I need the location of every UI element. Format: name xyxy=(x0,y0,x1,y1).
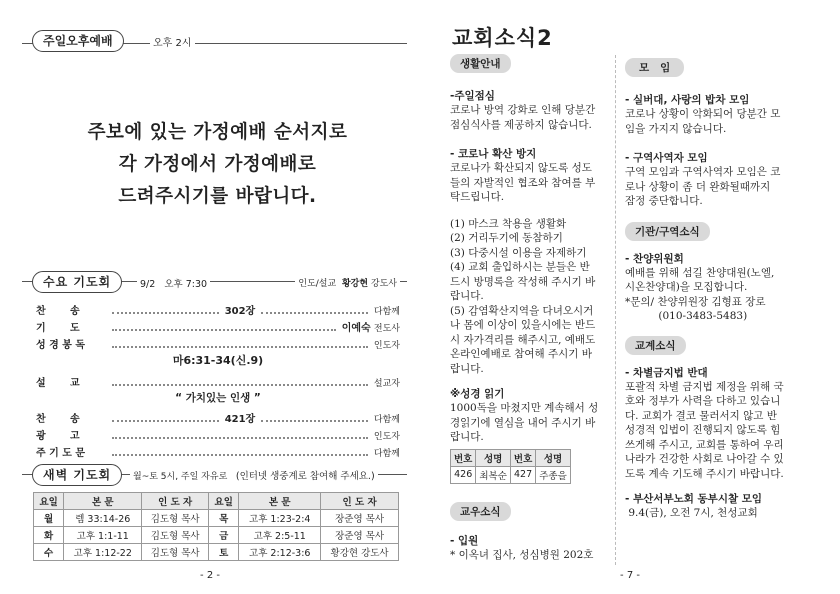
dawn-schedule xyxy=(130,468,378,482)
section-body: 코로나 상황이 악화되어 당분간 모 임을 가지지 않습니다. xyxy=(625,108,781,135)
order-role: 인도자 xyxy=(373,341,400,351)
table-cell: 김도형 목사 xyxy=(142,527,209,544)
order-row xyxy=(36,408,400,425)
order-row xyxy=(36,300,400,317)
table-row xyxy=(34,527,399,544)
column-divider xyxy=(615,55,616,565)
sermon-title: “ 가치있는 인생 ” xyxy=(175,392,261,404)
meeting-column xyxy=(625,56,810,521)
order-label: 찬 송 xyxy=(36,306,80,317)
home-worship-notice xyxy=(40,117,395,213)
order-value: 421장 xyxy=(224,414,256,425)
section-body: 코로나가 확산되지 않도록 성도 들의 자발적인 협조와 참여를 부 탁드립니다. xyxy=(450,162,596,203)
table-cell: 장준영 목사 xyxy=(321,527,399,544)
table-cell: 토 xyxy=(209,544,239,561)
wed-leader xyxy=(295,276,400,289)
notice-line: 주보에 있는 가정예배 순서지로 xyxy=(87,122,348,143)
page-number-left: - 2 - xyxy=(200,570,220,581)
member-news-tag: 교우소식 xyxy=(450,502,511,521)
table-header: 요일 xyxy=(209,493,239,510)
afternoon-service-time: 오후 2시 xyxy=(150,34,195,49)
bible-reading-heading: ※성경 읽기 xyxy=(450,388,505,400)
page-number-right: - 7 - xyxy=(620,570,640,581)
section-heading: - 구역사역자 모임 xyxy=(625,152,708,164)
table-header: 요일 xyxy=(34,493,64,510)
afternoon-service-title: 주일오후예배 xyxy=(32,30,124,52)
order-label: 찬 송 xyxy=(36,414,80,425)
wed-time: 오후 7:30 xyxy=(164,279,208,290)
dawn-note: (인터넷 생중계로 참여해 주세요.) xyxy=(235,471,375,482)
table-cell: 고후 1:12-22 xyxy=(64,544,142,561)
order-row xyxy=(36,442,400,459)
wed-datetime xyxy=(137,276,210,290)
table-header: 성명 xyxy=(476,449,511,466)
notice-line: 드려주시기를 바랍니다. xyxy=(118,186,317,207)
dot-leader xyxy=(112,384,368,386)
section-body: * 이옥녀 집사, 성심병원 202호 xyxy=(450,548,594,561)
prevention-list: (1) 마스크 착용을 생활화 (2) 거리두기에 동참하기 (3) 다중시설 이용을 자제하기 (4) 교회 출입하시는 분들은 반 드시 방명록을 작성해 주시기 바 랍니다. (5) 감염확산지역을 다녀오시거 나 몸에 이상이 있을시에는 반드 시 자가격리를 해주시고, 예배도 온라인예배로 참여해 주시기 바 랍니다. xyxy=(450,217,596,375)
table-row xyxy=(34,510,399,527)
table-header: 본 문 xyxy=(64,493,142,510)
table-cell: 고후 2:5-11 xyxy=(239,527,321,544)
dawn-schedule-table xyxy=(33,492,399,561)
dot-leader xyxy=(112,420,219,422)
dot-leader xyxy=(261,312,368,314)
order-role: 인도자 xyxy=(373,432,400,442)
table-cell: 고후 1:23-2:4 xyxy=(239,510,321,527)
section-heading: -주일점심 xyxy=(450,90,495,102)
order-label: 광 고 xyxy=(36,431,80,442)
table-header: 성명 xyxy=(536,449,571,466)
institution-tag: 기관/구역소식 xyxy=(625,222,710,241)
table-row xyxy=(451,466,571,483)
bible-reading-body: 1000독을 마쳤지만 계속해서 성 경읽기에 열심을 내어 주시기 바 랍니다. xyxy=(450,402,599,443)
table-header: 번호 xyxy=(510,449,535,466)
table-header-row xyxy=(34,493,399,510)
table-cell: 목 xyxy=(209,510,239,527)
table-header-row xyxy=(451,449,571,466)
dot-leader xyxy=(112,329,336,331)
table-cell: 주종을 xyxy=(536,466,571,483)
section-heading: - 코로나 확산 방지 xyxy=(450,148,537,160)
order-role: 다함께 xyxy=(373,415,401,425)
order-label: 주 기 도 문 xyxy=(36,448,86,459)
section-body: 포괄적 차별 금지법 제정을 위해 국 호와 정부가 사력을 다하고 있습니 다. 교회가 결코 물러서지 않고 반 성경적 입법이 진행되지 않도록 힘 쓰게해 주시고, 교회를 통하여 우리 나라가 건강한 사회로 나아갈 수 있 도록 계속 기도해 주시기 바랍니다. xyxy=(625,380,784,480)
dot-leader xyxy=(261,420,368,422)
section-heading: - 부산서부노회 동부시찰 모임 xyxy=(625,493,763,505)
wed-order xyxy=(36,300,400,459)
section-heading: - 찬양위원회 xyxy=(625,252,684,265)
table-cell: 426 xyxy=(451,466,476,483)
table-header: 번호 xyxy=(451,449,476,466)
section-heading: - 실버대, 사랑의 밥차 모임 xyxy=(625,94,750,106)
section-heading: - 입원 xyxy=(450,534,479,547)
order-row xyxy=(36,334,400,351)
dot-leader xyxy=(112,454,368,456)
dawn-schedule-text: 월~토 5시, 주일 자유로 xyxy=(133,472,228,482)
table-cell: 고후 1:1-11 xyxy=(64,527,142,544)
order-value: 302장 xyxy=(224,306,256,317)
order-role: 다함께 xyxy=(373,307,401,317)
table-cell: 월 xyxy=(34,510,64,527)
order-value: 이예숙 xyxy=(341,323,371,334)
table-header: 본 문 xyxy=(239,493,321,510)
order-row xyxy=(36,425,400,442)
section-body: 9.4(금), 오전 7시, 천성교회 xyxy=(625,507,758,519)
life-guide-tag: 생활안내 xyxy=(450,54,511,73)
scripture-reference: 마6:31-34(신.9) xyxy=(172,354,264,367)
table-cell: 장준영 목사 xyxy=(321,510,399,527)
wed-prayer-title: 수요 기도회 xyxy=(32,271,122,293)
order-label: 성 경 봉 독 xyxy=(36,340,86,351)
table-cell: 최복순 xyxy=(476,466,511,483)
table-cell: 황강현 강도사 xyxy=(321,544,399,561)
bible-reading-table xyxy=(450,449,571,484)
order-role: 전도사 xyxy=(373,324,400,334)
table-cell: 김도형 목사 xyxy=(142,544,209,561)
notice-line: 각 가정에서 가정예배로 xyxy=(118,154,317,175)
order-role: 다함께 xyxy=(373,449,400,459)
table-header: 인 도 자 xyxy=(142,493,209,510)
dawn-prayer-title: 새벽 기도회 xyxy=(32,464,122,486)
section-body: 코로나 방역 강화로 인해 당분간 점심식사를 제공하지 않습니다. xyxy=(450,104,596,131)
meeting-tag: 모 임 xyxy=(625,58,684,77)
table-row xyxy=(34,544,399,561)
dot-leader xyxy=(112,437,368,439)
presbytery-tag: 교계소식 xyxy=(625,336,686,355)
life-guide-column xyxy=(450,52,610,562)
dot-leader xyxy=(112,312,219,314)
table-header: 인 도 자 xyxy=(321,493,399,510)
title-dot-bar xyxy=(556,31,816,39)
dot-leader xyxy=(112,346,368,348)
section-body: 구역 모임과 구역사역자 모임은 코 로나 상황이 좀 더 완화될때까지 잠정 중단합니다. xyxy=(625,166,781,207)
order-label: 기 도 xyxy=(36,323,80,334)
wed-leader-prefix: 인도/설교 xyxy=(298,279,337,289)
table-cell: 수 xyxy=(34,544,64,561)
order-role: 설교자 xyxy=(373,379,400,389)
order-row xyxy=(36,317,400,334)
table-cell: 화 xyxy=(34,527,64,544)
section-body: 예배를 위해 섬길 찬양대원(노엘, 시온찬양대)을 모집합니다. *문의/ 찬양위원장 김형표 장로 (010-3483-5483) xyxy=(625,266,775,322)
table-cell: 고후 2:12-3:6 xyxy=(239,544,321,561)
table-cell: 427 xyxy=(510,466,535,483)
wed-leader-role: 강도사 xyxy=(370,279,397,289)
order-row xyxy=(36,370,400,389)
table-cell: 금 xyxy=(209,527,239,544)
order-label: 설 교 xyxy=(36,378,80,389)
church-news-title: 교회소식2 xyxy=(452,26,553,50)
section-heading: - 차별금지법 반대 xyxy=(625,366,708,379)
table-cell: 렘 33:14-26 xyxy=(64,510,142,527)
wed-date: 9/2 xyxy=(140,279,156,290)
table-cell: 김도형 목사 xyxy=(142,510,209,527)
wed-leader-name: 황강현 xyxy=(341,279,369,289)
